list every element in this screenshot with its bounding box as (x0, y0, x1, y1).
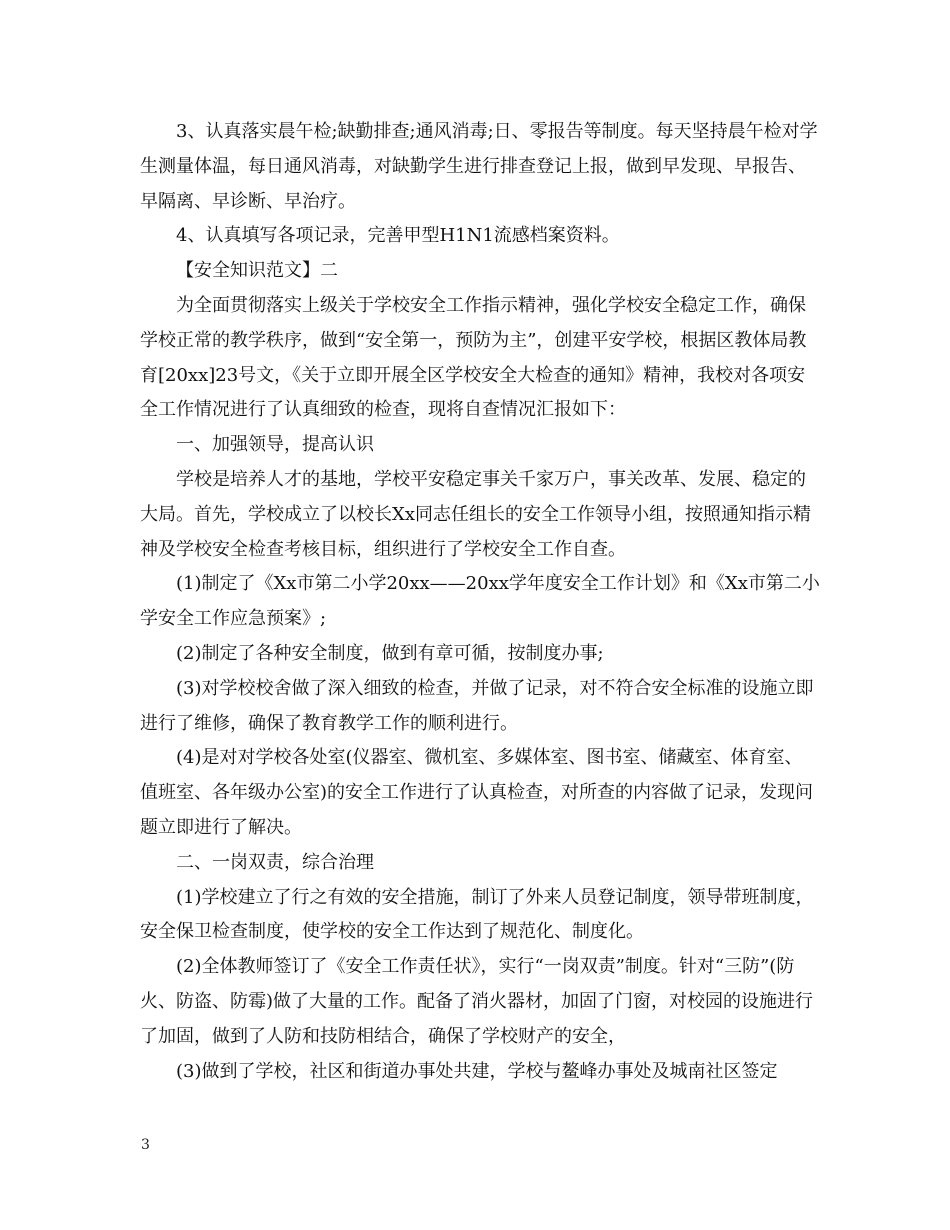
list-item: (1)学校建立了行之有效的安全措施，制订了外来人员登记制度，领导带班制度，安全保卫检查制度，使学校的安全工作达到了规范化、制度化。 (140, 886, 814, 943)
list-item: (3)对学校校舍做了深入细致的检查，并做了记录，对不符合安全标准的设施立即进行了维修，确保了教育教学工作的顺利进行。 (140, 677, 814, 734)
paragraph: 4、认真填写各项记录，完善甲型H1N1流感档案资料。 (176, 225, 620, 247)
list-item: (2)制定了各种安全制度，做到有章可循，按制度办事; (176, 642, 604, 664)
document-body (140, 115, 820, 1089)
section-heading: 二、一岗双责，综合治理 (176, 851, 374, 873)
section-title: 【安全知识范文】二 (176, 260, 338, 282)
list-item: (3)做到了学校，社区和街道办事处共建，学校与鳌峰办事处及城南社区签定 (176, 1060, 778, 1082)
list-item: (4)是对对学校各处室(仪器室、微机室、多媒体室、图书室、储藏室、体育室、值班室、各年级办公室)的安全工作进行了认真检查，对所查的内容做了记录，发现问题立即进行了解决。 (140, 747, 814, 838)
paragraph: 学校是培养人才的基地，学校平安稳定事关千家万户，事关改革、发展、稳定的大局。首先，学校成立了以校长Xx同志任组长的安全工作领导小组，按照通知指示精神及学校安全检查考核目标，组织进行了学校安全工作自查。 (140, 468, 811, 560)
page-number: 3 (141, 1137, 150, 1153)
paragraph: 3、认真落实晨午检;缺勤排查;通风消毒;日、零报告等制度。每天坚持晨午检对学生测量体温，每日通风消毒，对缺勤学生进行排查登记上报，做到早发现、早报告、早隔离、早诊断、早治疗。 (140, 121, 818, 212)
list-item: (2)全体教师签订了《安全工作责任状》，实行“一岗双责”制度。针对“三防”(防火、防盗、防霉)做了大量的工作。配备了消火器材，加固了门窗，对校园的设施进行了加固，做到了人防和技防相结合，确保了学校财产的安全， (140, 956, 814, 1047)
section-heading: 一、加强领导，提高认识 (176, 434, 374, 456)
list-item: (1)制定了《Xx市第二小学20xx——20xx学年度安全工作计划》和《Xx市第二小学安全工作应急预案》; (140, 573, 820, 630)
paragraph: 为全面贯彻落实上级关于学校安全工作指示精神，强化学校安全稳定工作，确保学校正常的教学秩序，做到“安全第一，预防为主”，创建平安学校，根据区教体局教育[20xx]23号文，《关于立即开展全区学校安全大检查的通知》精神，我校对各项安全工作情况进行了认真细致的检查，现将自查情况汇报如下： (140, 294, 807, 421)
